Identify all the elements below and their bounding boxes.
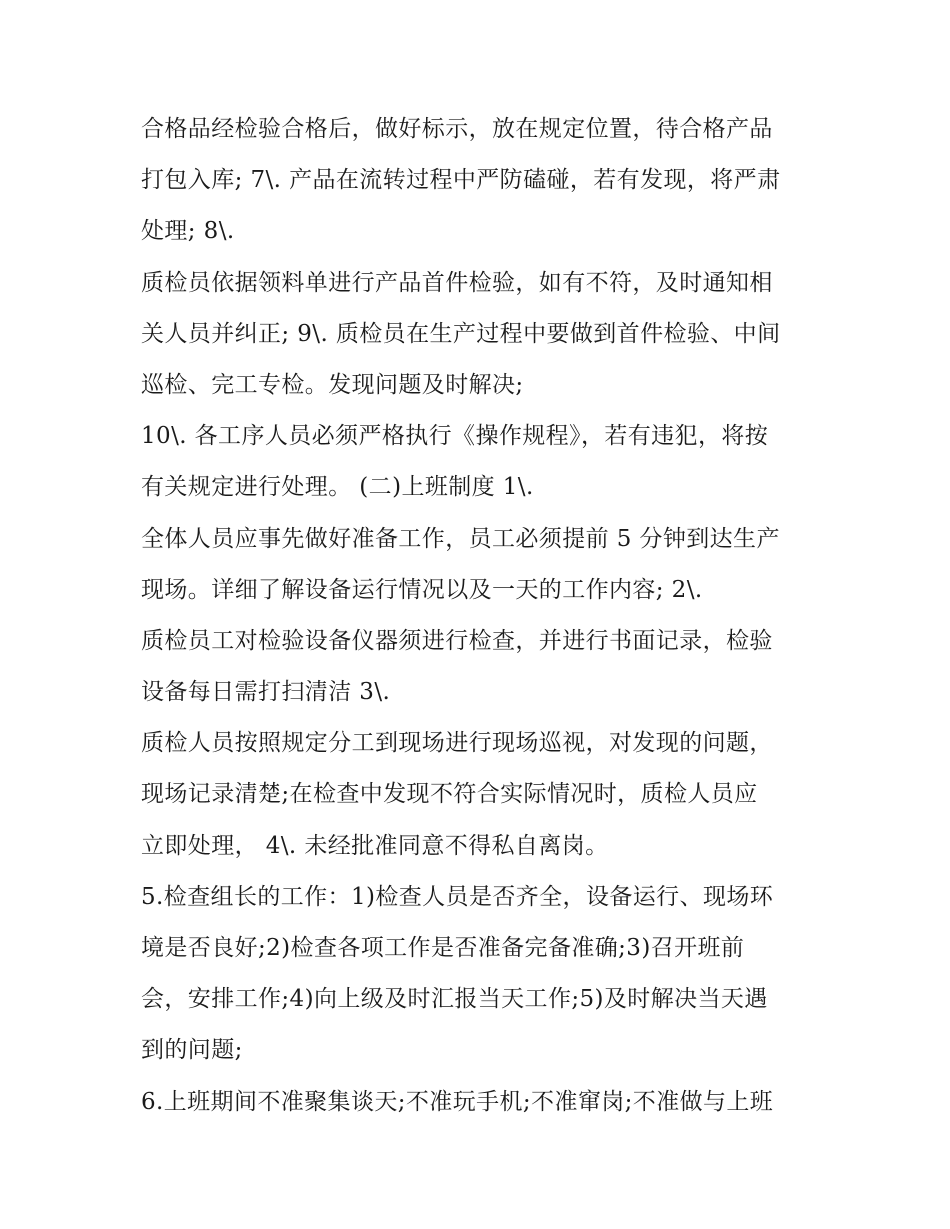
document-body [141, 104, 821, 1128]
text-line: 境是否良好;2)检查各项工作是否准备完备准确;3)召开班前 [141, 935, 745, 961]
text-line: 现场。详细了解设备运行情况以及一天的工作内容; 2\. [141, 576, 703, 603]
text-line: 现场记录清楚;在检查中发现不符合实际情况时，质检人员应 [141, 781, 758, 808]
text-line: 设备每日需打扫清洁 3\. [141, 679, 391, 706]
text-line: 处理; 8\. [141, 218, 235, 245]
text-line: 会，安排工作;4)向上级及时汇报当天工作;5)及时解决当天遇 [141, 986, 768, 1013]
text-line: 10\. 各工序人员必须严格执行《操作规程》，若有违犯，将按 [141, 423, 769, 450]
text-line: 到的问题; [141, 1037, 243, 1064]
text-line: 质检员依据领料单进行产品首件检验，如有不符，及时通知相 [141, 269, 773, 296]
text-line: 质检人员按照规定分工到现场进行现场巡视，对发现的问题， [141, 730, 773, 757]
text-line: 有关规定进行处理。 (二)上班制度 1\. [141, 474, 534, 501]
text-line: 立即处理， 4\. 未经批准同意不得私自离岗。 [141, 832, 609, 859]
text-line: 关人员并纠正; 9\. 质检员在生产过程中要做到首件检验、中间 [141, 320, 781, 347]
text-line: 巡检、完工专检。发现问题及时解决; [141, 371, 524, 398]
text-line: 打包入库; 7\. 产品在流转过程中严防磕碰，若有发现，将严肃 [141, 167, 781, 194]
text-line: 5.检查组长的工作：1)检查人员是否齐全，设备运行、现场环 [141, 883, 774, 910]
text-line: 合格品经检验合格后，做好标示，放在规定位置，待合格产品 [141, 116, 773, 142]
text-line: 6.上班期间不准聚集谈天;不准玩手机;不准窜岗;不准做与上班 [141, 1088, 774, 1115]
text-line: 质检员工对检验设备仪器须进行检查，并进行书面记录，检验 [141, 627, 773, 654]
text-line: 全体人员应事先做好准备工作，员工必须提前 5 分钟到达生产 [141, 525, 780, 552]
